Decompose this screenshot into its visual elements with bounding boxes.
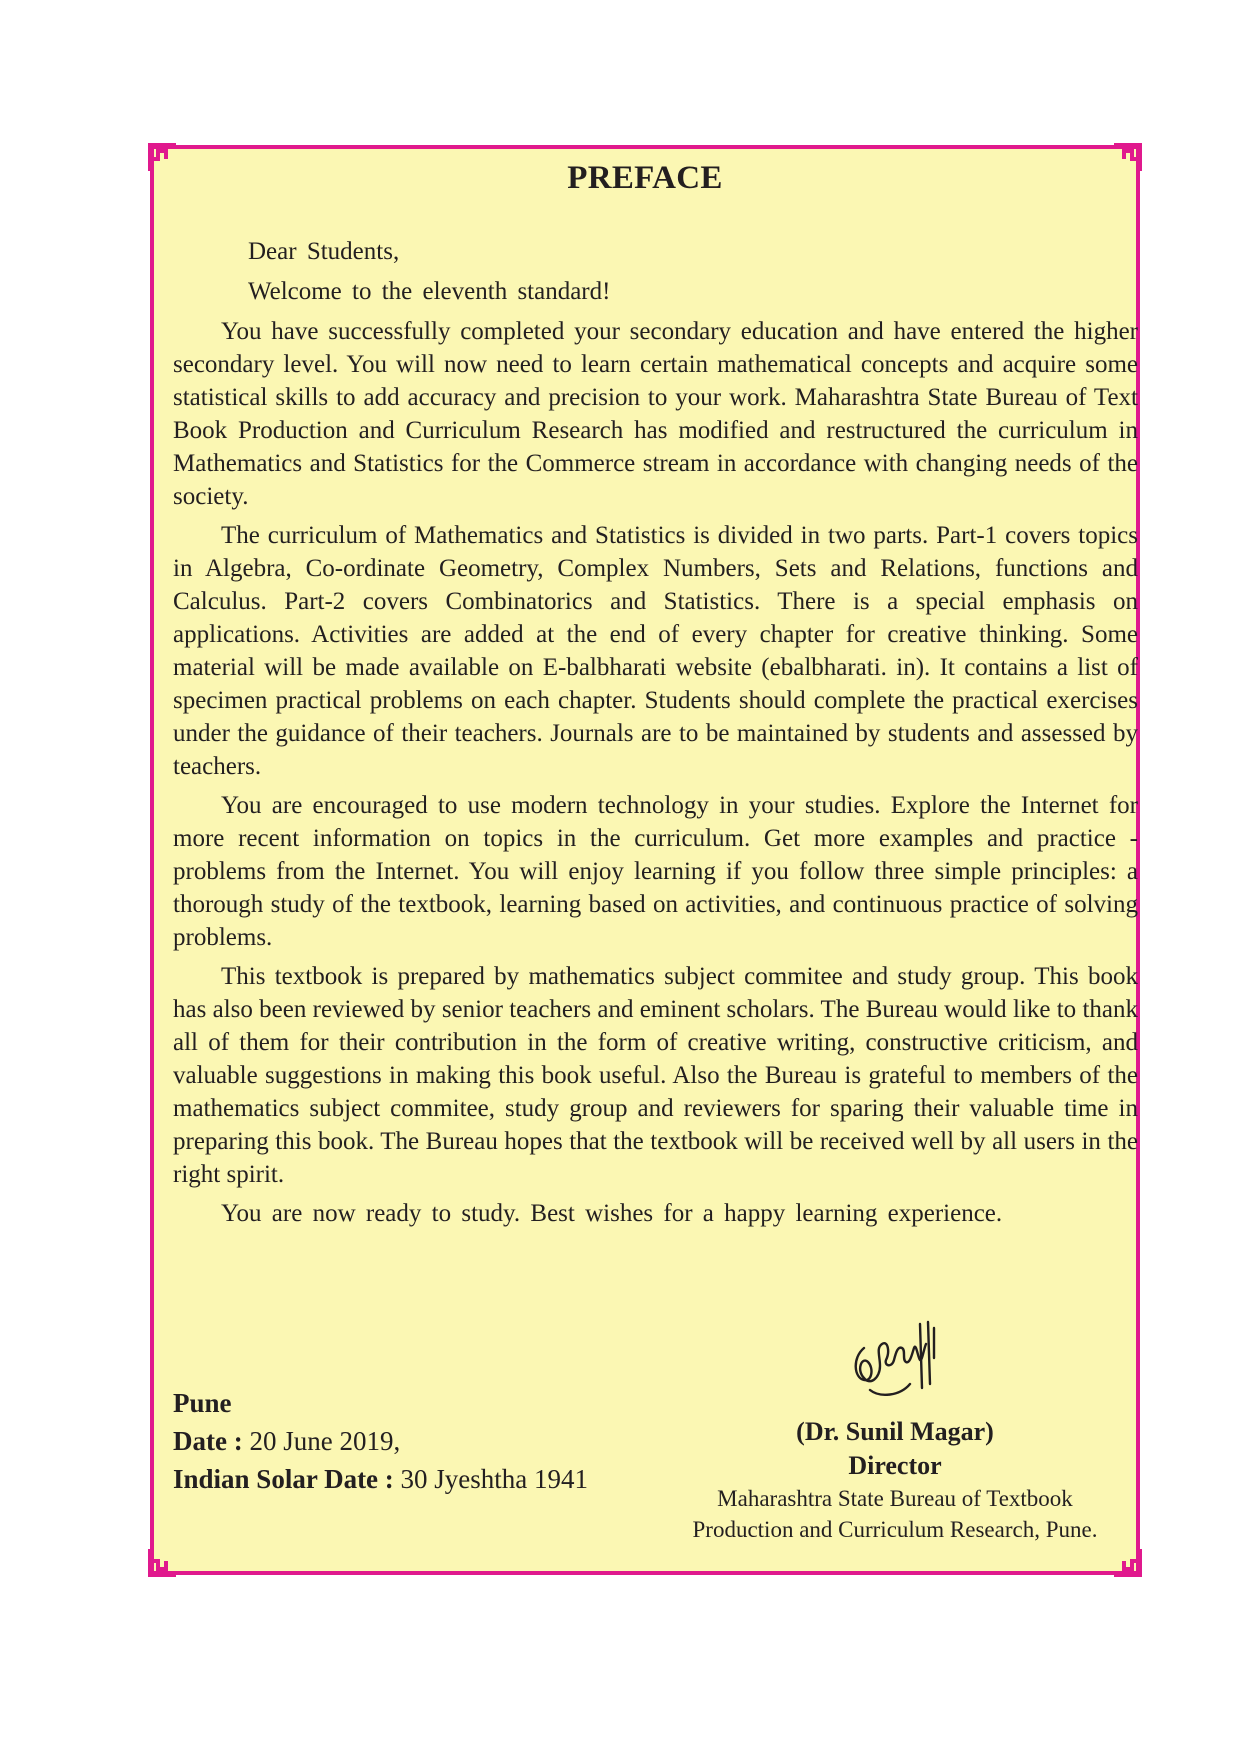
place: Pune [173, 1388, 232, 1418]
preface-body [173, 235, 1138, 1236]
paragraph: This textbook is prepared by mathematics subject commitee and study group. This book has also been reviewed by senior teachers and eminent scholars. The Bureau would like to thank all of them for their contribution in the form of creative writing, constructive criticism, and valuable suggestions in making this book useful. Also the Bureau is grateful to members of the mathematics subject commitee, study group and reviewers for sparing their valuable time in preparing this book. The Bureau hopes that the textbook will be received well by all users in the right spirit. [173, 963, 1138, 1188]
date-line: Date : 20 June 2019, [173, 1426, 401, 1456]
salutation: Dear Students, [248, 238, 400, 265]
solar-date-line: Indian Solar Date : 30 Jyeshtha 1941 [173, 1464, 589, 1494]
signature-image [850, 1318, 940, 1406]
signatory-name: (Dr. Sunil Magar) [796, 1417, 994, 1446]
paragraph: You have successfully completed your secondary education and have entered the higher secondary level. You will now need to learn certain mathematical concepts and acquire some statistical skills to add accuracy and precision to your work. Maharashtra State Bureau of Text Book Production and Curriculum Research has modified and restructured the curriculum in Mathematics and Statistics for the Commerce stream in accordance with changing needs of the society. [173, 318, 1138, 510]
signatory-title: Director [848, 1451, 942, 1480]
corner-ornament-icon [146, 1545, 180, 1579]
paragraph: The curriculum of Mathematics and Statistics is divided in two parts. Part-1 covers topics in Algebra, Co-ordinate Geometry, Complex Numbers, Sets and Relations, functions and Calculus. Part-2 covers Combinatorics and Statistics. There is a special emphasis on applications. Activities are added at the end of every chapter for creative thinking. Some material will be made available on E-balbharati website (ebalbharati. in). It contains a list of specimen practical problems on each chapter. Students should complete the practical exercises under the guidance of their teachers. Journals are to be maintained by students and assessed by teachers. [173, 522, 1138, 780]
organization-line: Maharashtra State Bureau of Textbook [717, 1486, 1073, 1511]
organization-line: Production and Curriculum Research, Pune. [692, 1517, 1098, 1542]
welcome-line: Welcome to the eleventh standard! [248, 278, 611, 305]
corner-ornament-icon [1110, 1545, 1144, 1579]
page-title: PREFACE [567, 160, 723, 196]
date-block [173, 1384, 588, 1498]
closing-paragraph: You are now ready to study. Best wishes for a happy learning experience. [221, 1200, 1003, 1227]
paragraph: You are encouraged to use modern technology in your studies. Explore the Internet for more recent information on topics in the curriculum. Get more examples and practice - problems from the Internet. You will enjoy learning if you follow three simple principles: a thorough study of the textbook, learning based on activities, and continuous practice of solving problems. [173, 792, 1138, 951]
signatory-block [660, 1415, 1130, 1545]
